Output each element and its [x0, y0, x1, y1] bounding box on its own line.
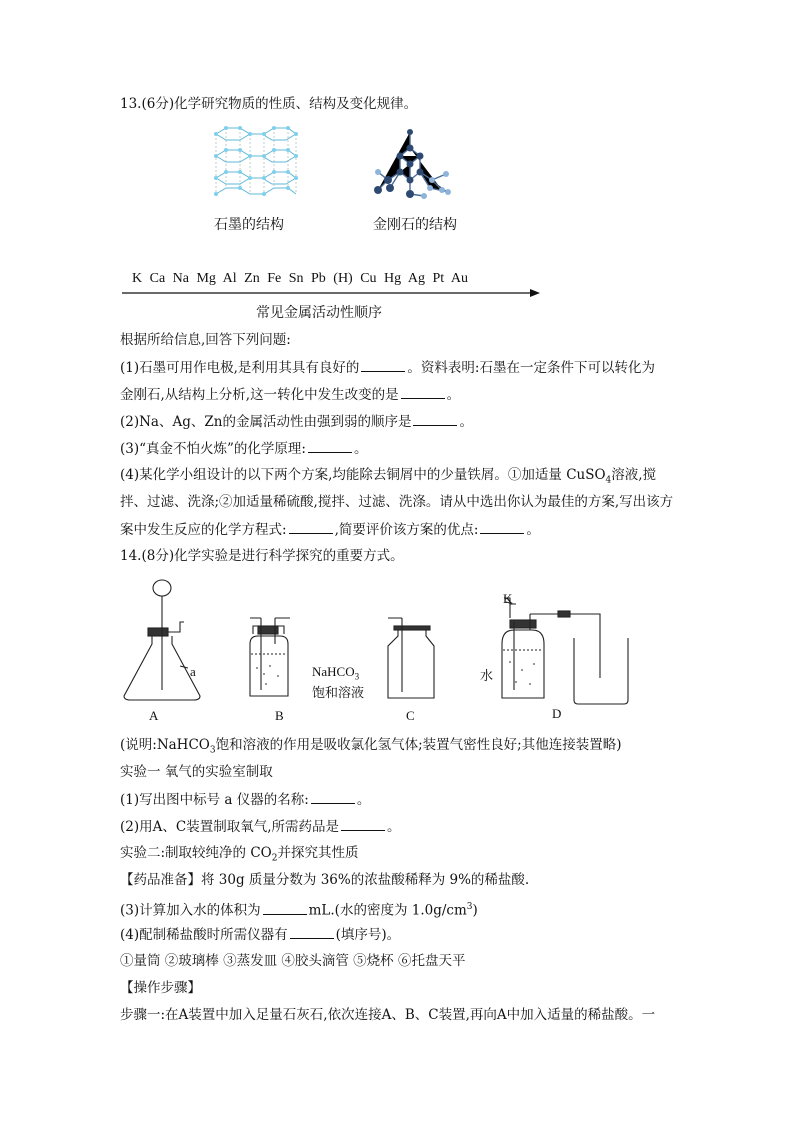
q13-p1-text-c: 金刚石,从结构上分析,这一转化中发生改变的是	[120, 387, 399, 403]
q14-ops-heading: 【操作步骤】	[120, 980, 201, 996]
q13-part3	[120, 438, 367, 459]
diamond-structure-image	[370, 128, 458, 204]
label-K: K	[503, 591, 513, 606]
q14-note-sub: 3	[209, 745, 216, 756]
q13-p4-text-e: ,简要评价该方案的优点:	[334, 522, 479, 538]
q14-e3-a: (3)计算加入水的体积为	[120, 902, 261, 919]
activity-series-caption: 常见金属活动性顺序	[256, 305, 382, 321]
q14-title: 14.(8分)化学实验是进行科学探究的重要方式。	[120, 548, 404, 564]
graphite-structure-image	[212, 126, 298, 200]
q14-exp2-sub: 2	[271, 853, 278, 864]
q13-p2-text-a: (2)Na、Ag、Zn的金属活动性由强到弱的顺序是	[120, 414, 412, 430]
q13-part1-line2	[120, 384, 460, 405]
q13-part4-line2: 拌、过滤、洗涤;②加适量稀硫酸,搅拌、过滤、洗涤。请从中选出你认为最佳的方案,写出该方	[120, 494, 674, 510]
answer-blank[interactable]	[311, 789, 355, 804]
q14-note	[120, 735, 621, 761]
q14-e4-a: (4)配制稀盐酸时所需仪器有	[120, 927, 288, 943]
q14-exp2-heading	[120, 843, 358, 869]
q13-p4-text-a: (4)某化学小组设计的以下两个方案,均能除去铜屑中的少量铁屑。①加适量 CuSO	[120, 467, 606, 483]
label-nahco3-text: NaHCO	[312, 664, 355, 679]
label-D: D	[552, 706, 562, 721]
label-C: C	[406, 708, 415, 723]
q13-part4-line3	[120, 519, 540, 540]
answer-blank[interactable]	[341, 816, 385, 831]
q14-prep: 【药品准备】将 30g 质量分数为 36%的浓盐酸稀释为 9%的稀盐酸.	[120, 872, 530, 888]
q14-instruments: ①量筒 ②玻璃棒 ③蒸发皿 ④胶头滴管 ⑤烧杯 ⑥托盘天平	[120, 953, 466, 969]
q14-e1-a: (1)写出图中标号 a 仪器的名称:	[120, 792, 309, 808]
label-a: a	[190, 664, 196, 679]
q13-intro: 根据所给信息,回答下列问题:	[120, 332, 291, 348]
q14-e2-b: 。	[387, 819, 401, 835]
label-nahco3-sub: 3	[354, 671, 360, 682]
q13-p2-text-b: 。	[459, 414, 473, 430]
q14-note-b: 饱和溶液的作用是吸收氯化氢气体;装置气密性良好;其他连接装置略)	[215, 737, 622, 753]
q13-p1-text-a: (1)石墨可用作电极,是利用其具有良好的	[120, 360, 360, 376]
q13-p4-text-b: 溶液,搅	[611, 467, 657, 483]
q14-part2	[120, 816, 401, 837]
q14-e3-b: mL.(水的密度为 1.0g/cm	[308, 902, 467, 919]
q13-title: 13.(6分)化学研究物质的性质、结构及变化规律。	[120, 96, 418, 112]
q14-exp2-a: 实验二:制取较纯净的 CO	[120, 845, 272, 861]
q14-exp2-b: 并探究其性质	[277, 845, 359, 861]
q14-step1: 步骤一:在A装置中加入足量石灰石,依次连接A、B、C装置,再向A中加入适量的稀盐酸。一	[120, 1007, 656, 1023]
answer-blank[interactable]	[401, 384, 445, 399]
q14-e1-b: 。	[356, 792, 371, 808]
q14-part1	[120, 789, 370, 810]
answer-blank[interactable]	[413, 411, 457, 426]
q14-part4	[120, 924, 400, 945]
label-nahco3	[312, 664, 359, 682]
q13-part1-line1	[120, 357, 655, 378]
diamond-caption: 金刚石的结构	[373, 217, 457, 233]
activity-arrow	[122, 287, 542, 299]
answer-blank[interactable]	[289, 519, 333, 534]
answer-blank[interactable]	[361, 357, 405, 372]
q13-part4-line1	[120, 465, 656, 491]
graphite-caption: 石墨的结构	[214, 217, 284, 233]
q13-p4-text-f: 。	[526, 522, 540, 538]
q13-p3-text-b: 。	[353, 441, 368, 457]
q13-part2	[120, 411, 473, 432]
metal-activity-series: K Ca Na Mg Al Zn Fe Sn Pb (H) Cu Hg Ag Pt Au	[132, 271, 469, 286]
q13-p4-text-d: 案中发生反应的化学方程式:	[120, 522, 287, 538]
label-water: 水	[480, 668, 494, 683]
answer-blank[interactable]	[290, 924, 334, 939]
answer-blank[interactable]	[263, 900, 307, 915]
q13-p1-text-d: 。	[446, 387, 461, 403]
label-solution: 饱和溶液	[312, 686, 365, 701]
label-A: A	[149, 708, 159, 723]
q14-e3-c: )	[472, 902, 478, 919]
answer-blank[interactable]	[480, 519, 524, 534]
q14-e3-sup: 3	[466, 902, 473, 912]
q14-e4-b: (填序号)。	[335, 927, 401, 943]
answer-blank[interactable]	[308, 438, 352, 453]
label-B: B	[275, 708, 284, 723]
q14-exp1-heading: 实验一 氧气的实验室制取	[120, 764, 273, 780]
q14-e2-a: (2)用A、C装置制取氧气,所需药品是	[120, 819, 339, 835]
q14-note-a: (说明:NaHCO	[120, 737, 210, 753]
q13-p3-text-a: (3)“真金不怕火炼”的化学原理:	[120, 441, 306, 457]
q13-p1-text-b: 。资料表明:石墨在一定条件下可以转化为	[407, 360, 655, 376]
apparatus-figure	[118, 578, 658, 710]
q13-p4-sub: 4	[605, 475, 612, 486]
q14-part3	[120, 897, 478, 921]
